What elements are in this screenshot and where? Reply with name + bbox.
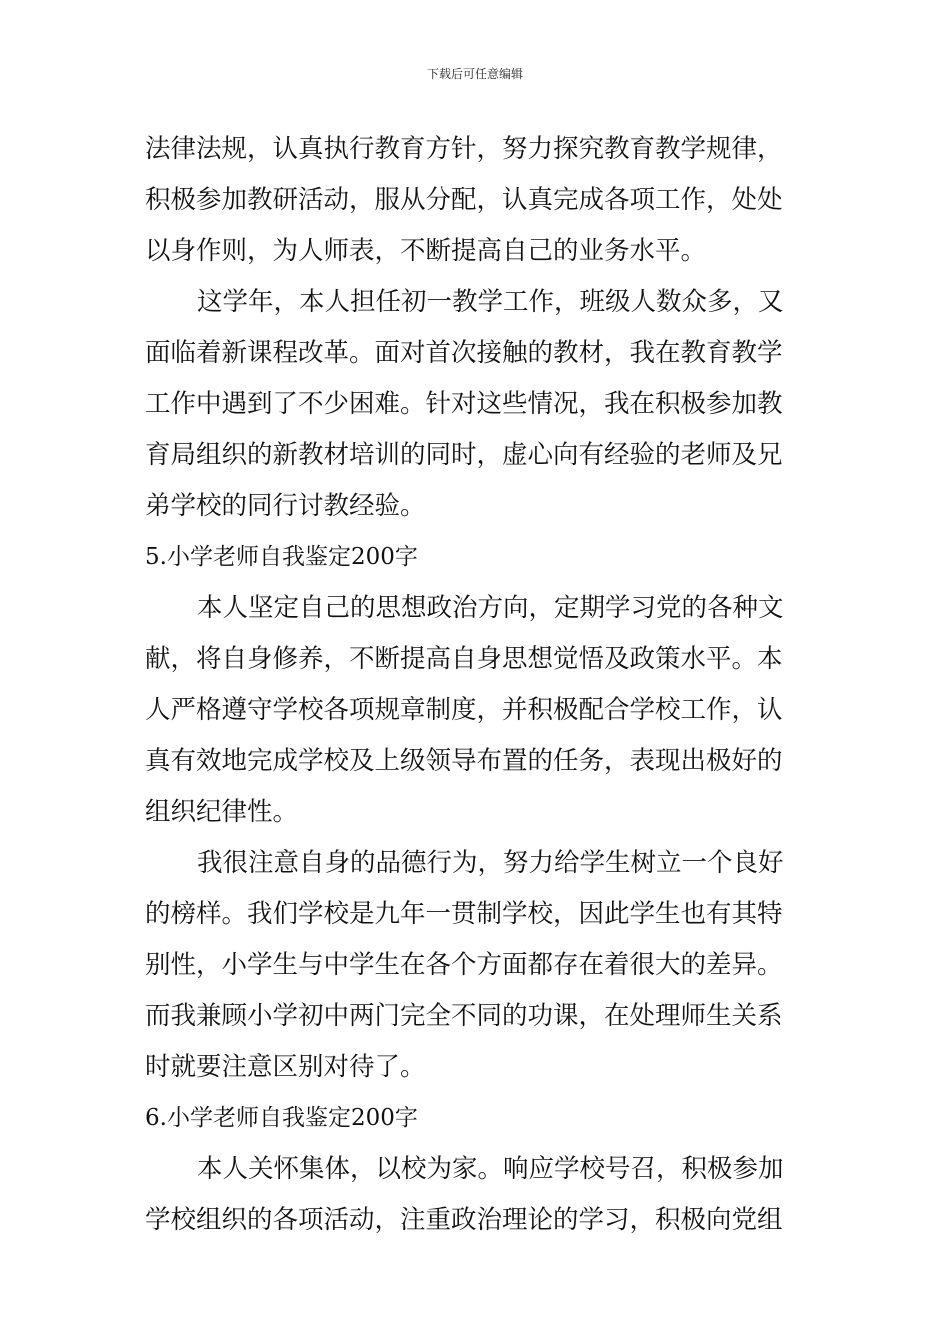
paragraph	[145, 583, 807, 838]
text-line: 法律法规，认真执行教育方针，努力探究教育教学规律，	[145, 134, 783, 164]
text-line: 的榜样。我们学校是九年一贯制学校，因此学生也有其特	[145, 899, 783, 929]
text-line: 真有效地完成学校及上级领导布置的任务，表现出极好的	[145, 746, 783, 776]
text-line: 育局组织的新教材培训的同时，虚心向有经验的老师及兄	[145, 440, 783, 470]
text-line: 本人坚定自己的思想政治方向，定期学习党的各种文	[197, 593, 784, 623]
page-header-note: 下载后可任意编辑	[426, 67, 523, 81]
text-line: 学校组织的各项活动，注重政治理论的学习，积极向党组	[145, 1205, 783, 1235]
text-line: 弟学校的同行讨教经验。	[145, 491, 426, 521]
text-line: 面临着新课程改革。面对首次接触的教材，我在教育教学	[145, 338, 783, 368]
section-heading-5: 5.小学老师自我鉴定200字	[145, 544, 418, 570]
text-line: 别性，小学生与中学生在各个方面都存在着很大的差异。	[145, 950, 783, 980]
text-line: 人严格遵守学校各项规章制度，并积极配合学校工作，认	[145, 695, 783, 725]
text-line: 以身作则，为人师表，不断提高自己的业务水平。	[145, 236, 707, 266]
document-body	[145, 124, 807, 1246]
text-line: 这学年，本人担任初一教学工作，班级人数众多，又	[197, 287, 784, 317]
text-line: 本人关怀集体，以校为家。响应学校号召，积极参加	[197, 1154, 784, 1184]
section-heading-6: 6.小学老师自我鉴定200字	[145, 1105, 418, 1131]
text-line: 献，将自身修养，不断提高自身思想觉悟及政策水平。本	[145, 644, 783, 674]
paragraph	[145, 1144, 807, 1246]
text-line: 组织纪律性。	[145, 797, 299, 827]
paragraph	[145, 277, 807, 532]
text-line: 而我兼顾小学初中两门完全不同的功课，在处理师生关系	[145, 1001, 783, 1031]
paragraph-continuation	[145, 124, 807, 277]
text-line: 时就要注意区别对待了。	[145, 1052, 426, 1082]
paragraph	[145, 838, 807, 1093]
text-line: 我很注意自身的品德行为，努力给学生树立一个良好	[197, 848, 784, 878]
text-line: 积极参加教研活动，服从分配，认真完成各项工作，处处	[145, 185, 783, 215]
text-line: 工作中遇到了不少困难。针对这些情况，我在积极参加教	[145, 389, 783, 419]
